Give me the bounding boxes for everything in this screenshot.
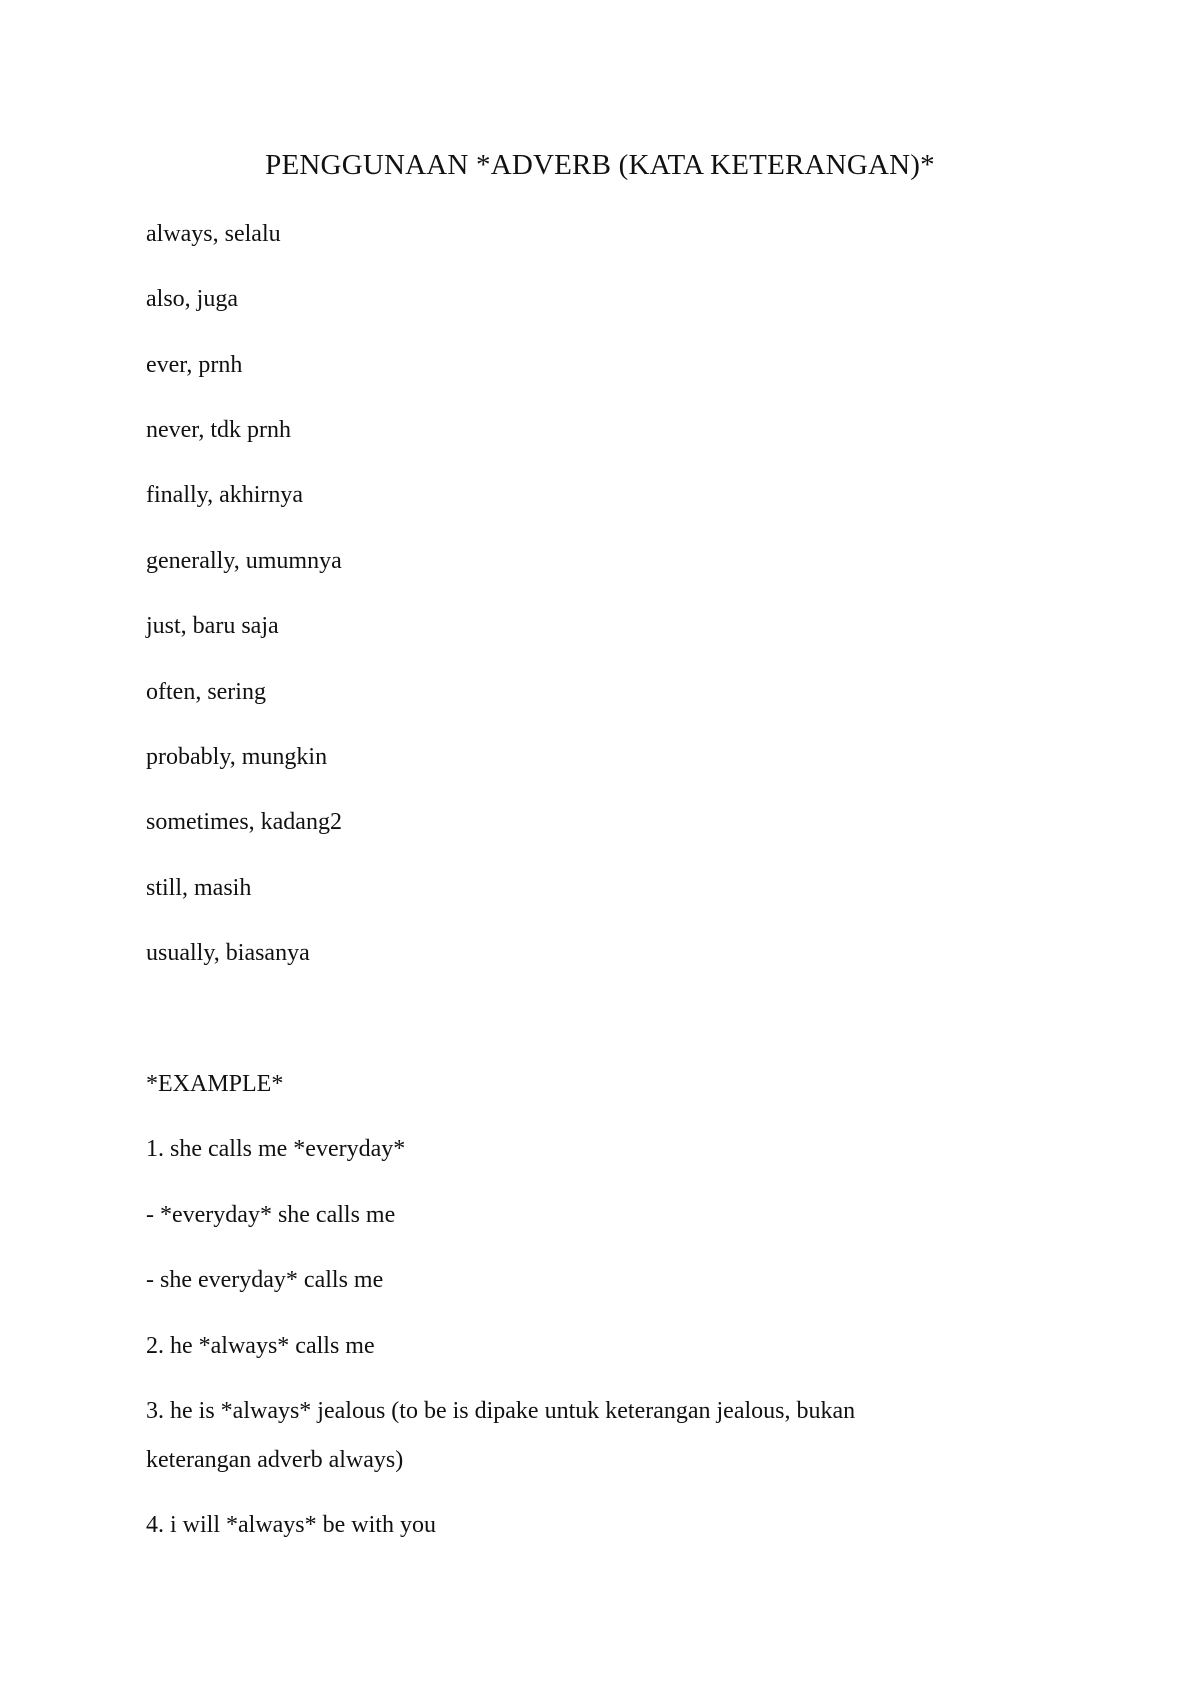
- example-line: - she everyday* calls me: [146, 1267, 384, 1293]
- page-title: PENGGUNAAN *ADVERB (KATA KETERANGAN)*: [265, 149, 935, 181]
- adverb-line: never, tdk prnh: [146, 417, 291, 443]
- adverb-line: ever, prnh: [146, 352, 243, 378]
- adverb-line: just, baru saja: [146, 613, 279, 639]
- adverb-line: often, sering: [146, 679, 266, 705]
- adverb-line: sometimes, kadang2: [146, 809, 342, 835]
- adverb-line: always, selalu: [146, 221, 281, 247]
- adverb-line: probably, mungkin: [146, 744, 328, 770]
- example-line: 4. i will *always* be with you: [146, 1512, 436, 1538]
- example-line: - *everyday* she calls me: [146, 1202, 396, 1228]
- adverb-line: finally, akhirnya: [146, 482, 304, 508]
- example-line: 2. he *always* calls me: [146, 1333, 375, 1359]
- example-line: keterangan adverb always): [146, 1447, 404, 1473]
- adverb-line: also, juga: [146, 286, 238, 312]
- example-heading: *EXAMPLE*: [146, 1071, 284, 1097]
- adverb-line: still, masih: [146, 875, 252, 901]
- adverb-line: usually, biasanya: [146, 940, 310, 966]
- adverb-line: generally, umumnya: [146, 548, 342, 574]
- example-line: 3. he is *always* jealous (to be is dipake untuk keterangan jealous, bukan: [146, 1398, 856, 1424]
- example-line: 1. she calls me *everyday*: [146, 1136, 406, 1162]
